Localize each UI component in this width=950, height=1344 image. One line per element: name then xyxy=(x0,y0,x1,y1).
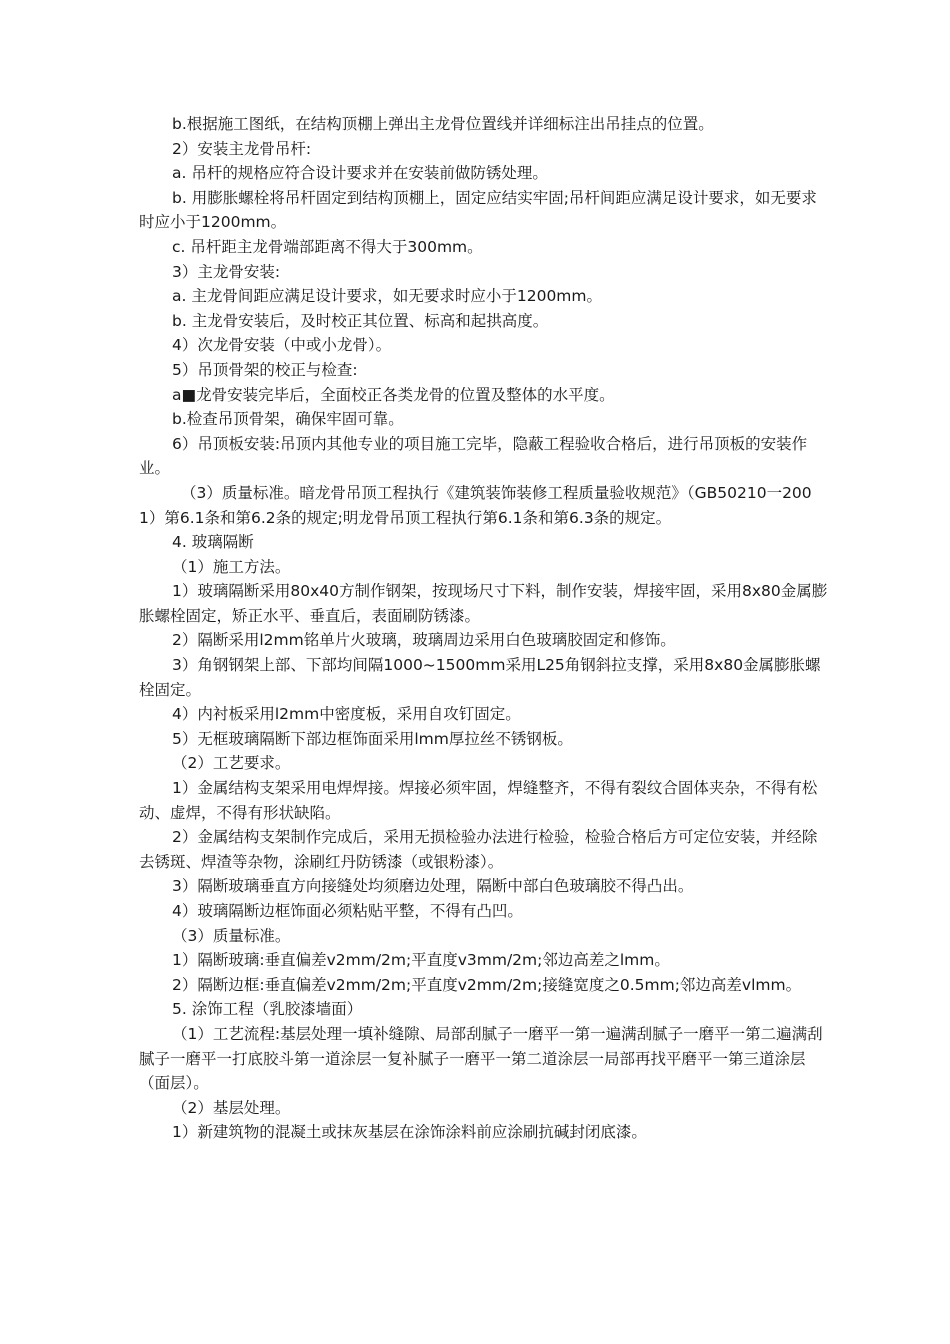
paragraph: 4）次龙骨安装（中或小龙骨）。 xyxy=(172,336,392,355)
paragraph: 3）隔断玻璃垂直方向接缝处均须磨边处理，隔断中部白色玻璃胶不得凸出。 xyxy=(172,877,694,896)
paragraph: （1）工艺流程:基层处理一填补缝隙、局部刮腻子一磨平一第一遍满刮腻子一磨平一第二遍满刮腻子一磨平一打底胶斗第一道涂层一复补腻子一磨平一第二道涂层一局部再找平磨平一第三道涂层（面层）。 xyxy=(139,1024,823,1093)
paragraph: 6）吊顶板安装:吊顶内其他专业的项目施工完毕，隐蔽工程验收合格后，进行吊顶板的安装作业。 xyxy=(139,434,808,478)
subsection-heading: （2）基层处理。 xyxy=(172,1098,291,1117)
paragraph: a■龙骨安装完毕后，全面校正各类龙骨的位置及整体的水平度。 xyxy=(172,385,615,404)
paragraph: 2）安装主龙骨吊杆: xyxy=(172,139,312,158)
paragraph: 1）新建筑物的混凝土或抹灰基层在涂饰涂料前应涂刷抗碱封闭底漆。 xyxy=(172,1123,647,1142)
paragraph: 5）吊顶骨架的校正与检查: xyxy=(172,360,358,379)
paragraph: 1）金属结构支架采用电焊焊接。焊接必须牢固，焊缝整齐，不得有裂纹合固体夹杂，不得有松动、虚焊，不得有形状缺陷。 xyxy=(139,779,818,822)
subsection-heading: （1）施工方法。 xyxy=(172,557,291,576)
paragraph: 3）主龙骨安装: xyxy=(172,262,281,281)
paragraph: 3）角钢钢架上部、下部均间隔1000~1500mm采用L25角钢斜拉支撑，采用8x80金属膨胀螺栓固定。 xyxy=(139,656,821,699)
paragraph: （3）质量标准。暗龙骨吊顶工程执行《建筑装饰装修工程质量验收规范》（GB50210一2001）第6.1条和第6.2条的规定;明龙骨吊顶工程执行第6.1条和第6.3条的规定。 xyxy=(139,483,812,527)
paragraph: a. 主龙骨间距应满足设计要求，如无要求时应小于1200mm。 xyxy=(172,287,602,306)
paragraph: c. 吊杆距主龙骨端部距离不得大于300mm。 xyxy=(172,237,483,256)
document-body xyxy=(139,112,829,1145)
subsection-heading: （2）工艺要求。 xyxy=(172,754,291,773)
paragraph: b.根据施工图纸，在结构顶棚上弹出主龙骨位置线并详细标注出吊挂点的位置。 xyxy=(172,115,714,133)
section-heading: 4. 玻璃隔断 xyxy=(172,533,254,552)
paragraph: b. 主龙骨安装后，及时校正其位置、标高和起拱高度。 xyxy=(172,311,549,330)
paragraph: 2）隔断采用l2mm铭单片火玻璃，玻璃周边采用白色玻璃胶固定和修饰。 xyxy=(172,631,676,650)
paragraph: 1）隔断玻璃:垂直偏差v2mm/2m;平直度v3mm/2m;邻边高差之lmm。 xyxy=(172,951,670,970)
paragraph: 2）隔断边框:垂直偏差v2mm/2m;平直度v2mm/2m;接缝宽度之0.5mm;邻边高差vlmm。 xyxy=(172,975,802,994)
paragraph: a. 吊杆的规格应符合设计要求并在安装前做防锈处理。 xyxy=(172,164,548,183)
paragraph: 4）内衬板采用l2mm中密度板，采用自攻钉固定。 xyxy=(172,705,521,724)
section-heading: 5. 涂饰工程（乳胶漆墙面） xyxy=(172,1000,363,1019)
paragraph: 5）无框玻璃隔断下部边框饰面采用lmm厚拉丝不锈钢板。 xyxy=(172,729,573,748)
paragraph: 4）玻璃隔断边框饰面必须粘贴平整，不得有凸凹。 xyxy=(172,902,523,920)
paragraph: b.检查吊顶骨架，确保牢固可靠。 xyxy=(172,410,404,429)
subsection-heading: （3）质量标准。 xyxy=(172,926,291,945)
paragraph: b. 用膨胀螺栓将吊杆固定到结构顶棚上，固定应结实牢固;吊杆间距应满足设计要求，如无要求时应小于1200mm。 xyxy=(139,188,817,232)
paragraph: 1）玻璃隔断采用80x40方制作钢架，按现场尺寸下料，制作安装，焊接牢固，采用8x80金属膨胀螺栓固定，矫正水平、垂直后，表面刷防锈漆。 xyxy=(139,582,828,625)
paragraph: 2）金属结构支架制作完成后，采用无损检验办法进行检验，检验合格后方可定位安装，并经除去锈斑、焊渣等杂物，涂刷红丹防锈漆（或银粉漆）。 xyxy=(139,828,818,871)
